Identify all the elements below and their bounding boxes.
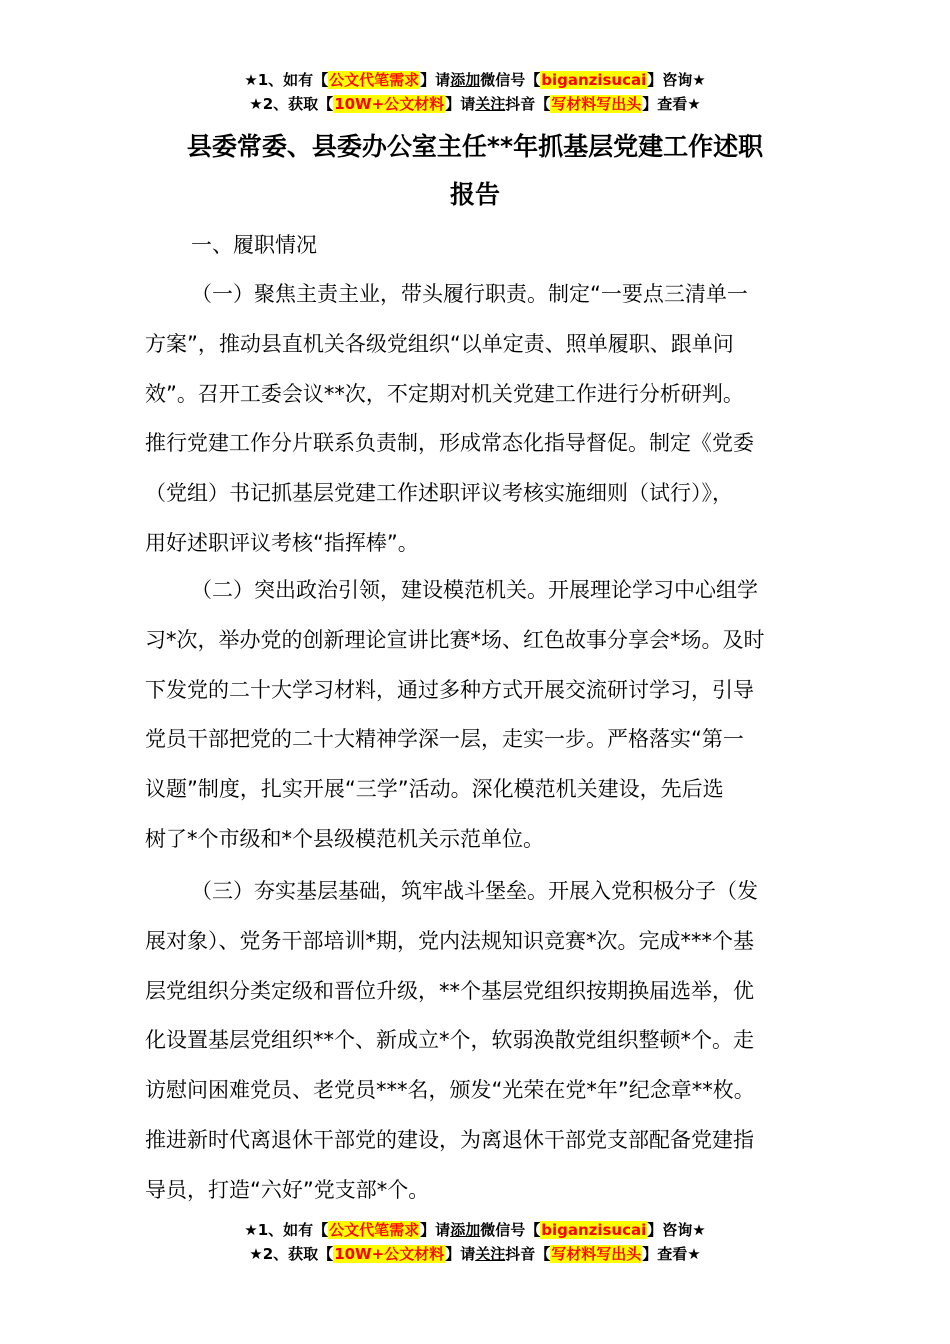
promo-line-2 bbox=[0, 92, 950, 116]
paragraph-line: 推行党建工作分片联系负责制，形成常态化指导督促。制定《党委 bbox=[145, 431, 754, 456]
promo-wechat-id: biganzisucai bbox=[541, 71, 647, 89]
promo-text: 】请 bbox=[420, 71, 451, 89]
paragraph-line: 访慰问困难党员、老党员***名，颁发“光荣在党*年”纪念章**枚。 bbox=[145, 1078, 755, 1103]
promo-line-2 bbox=[0, 1242, 950, 1266]
promo-text: 】查看★ bbox=[642, 95, 701, 113]
paragraph-line: 展对象）、党务干部培训*期，党内法规知识竞赛*次。完成***个基 bbox=[145, 928, 754, 953]
paragraph-line: 党员干部把党的二十大精神学深一层，走实一步。严格落实“第一 bbox=[145, 727, 744, 752]
promo-wechat-id: biganzisucai bbox=[541, 1221, 647, 1239]
promo-text: ★2、获取【 bbox=[249, 95, 334, 113]
paragraph-line: 习*次，举办党的创新理论宣讲比赛*场、红色故事分享会*场。及时 bbox=[145, 627, 765, 652]
paragraph-line: 树了*个市级和*个县级模范机关示范单位。 bbox=[145, 826, 544, 851]
promo-text: 】查看★ bbox=[642, 1245, 701, 1263]
document-title-line-2: 报告 bbox=[449, 180, 500, 209]
promo-line-1 bbox=[0, 1218, 950, 1242]
promo-text: ★2、获取【 bbox=[249, 1245, 334, 1263]
promo-text: 抖音【 bbox=[505, 95, 551, 113]
paragraph-line: 层党组织分类定级和晋位升级，**个基层党组织按期换届选举，优 bbox=[145, 978, 754, 1003]
promo-underlined: 添加 bbox=[450, 71, 481, 89]
footer-promo-banner bbox=[0, 1218, 950, 1266]
promo-line-1 bbox=[0, 68, 950, 92]
promo-douyin-id: 写材料写出头 bbox=[551, 1245, 642, 1263]
paragraph-1 bbox=[145, 270, 817, 569]
promo-text: 】咨询★ bbox=[647, 1221, 706, 1239]
paragraph-line: 化设置基层党组织**个、新成立*个，软弱涣散党组织整顿*个。走 bbox=[145, 1028, 754, 1053]
paragraph-line: （一）聚焦主责主业，带头履行职责。制定“一要点三清单一 bbox=[191, 282, 748, 306]
header-promo-banner bbox=[0, 68, 950, 116]
promo-text: ★1、如有【 bbox=[244, 1221, 329, 1239]
promo-text: 抖音【 bbox=[505, 1245, 551, 1263]
promo-text: 微信号【 bbox=[480, 71, 541, 89]
paragraph-2 bbox=[145, 566, 817, 865]
promo-text: 】咨询★ bbox=[647, 71, 706, 89]
promo-text: ★1、如有【 bbox=[244, 71, 329, 89]
paragraph-line: 用好述职评议考核“指挥棒”。 bbox=[145, 530, 419, 555]
paragraph-line: 效”。召开工委会议**次，不定期对机关党建工作进行分析研判。 bbox=[145, 381, 744, 406]
paragraph-line: 导员，打造“六好”党支部*个。 bbox=[145, 1177, 430, 1202]
promo-highlight: 10W+公文材料 bbox=[334, 1245, 445, 1263]
promo-highlight: 10W+公文材料 bbox=[334, 95, 445, 113]
promo-text: 】请 bbox=[445, 95, 476, 113]
paragraph-line: （二）突出政治引领，建设模范机关。开展理论学习中心组学 bbox=[191, 578, 758, 602]
promo-underlined: 添加 bbox=[450, 1221, 481, 1239]
promo-underlined: 关注 bbox=[475, 95, 506, 113]
paragraph-line: 方案”，推动县直机关各级党组织“以单定责、照单履职、跟单问 bbox=[145, 331, 734, 356]
document-title-line-1: 县委常委、县委办公室主任**年抓基层党建工作述职 bbox=[186, 132, 764, 161]
paragraph-line: 下发党的二十大学习材料，通过多种方式开展交流研讨学习，引导 bbox=[145, 677, 754, 702]
promo-underlined: 关注 bbox=[475, 1245, 506, 1263]
promo-douyin-id: 写材料写出头 bbox=[551, 95, 642, 113]
promo-text: 】请 bbox=[420, 1221, 451, 1239]
paragraph-line: （三）夯实基层基础，筑牢战斗堡垒。开展入党积极分子（发 bbox=[191, 879, 758, 903]
paragraph-3 bbox=[145, 867, 817, 1216]
paragraph-line: （党组）书记抓基层党建工作述职评议考核实施细则（试行）》， bbox=[145, 481, 733, 506]
promo-highlight: 公文代笔需求 bbox=[329, 1221, 420, 1239]
promo-highlight: 公文代笔需求 bbox=[329, 71, 420, 89]
promo-text: 微信号【 bbox=[480, 1221, 541, 1239]
paragraph-line: 推进新时代离退休干部党的建设，为离退休干部党支部配备党建指 bbox=[145, 1127, 754, 1152]
promo-text: 】请 bbox=[445, 1245, 476, 1263]
section-heading: 一、履职情况 bbox=[191, 233, 317, 257]
paragraph-line: 议题”制度，扎实开展“三学”活动。深化模范机关建设，先后选 bbox=[145, 777, 724, 802]
